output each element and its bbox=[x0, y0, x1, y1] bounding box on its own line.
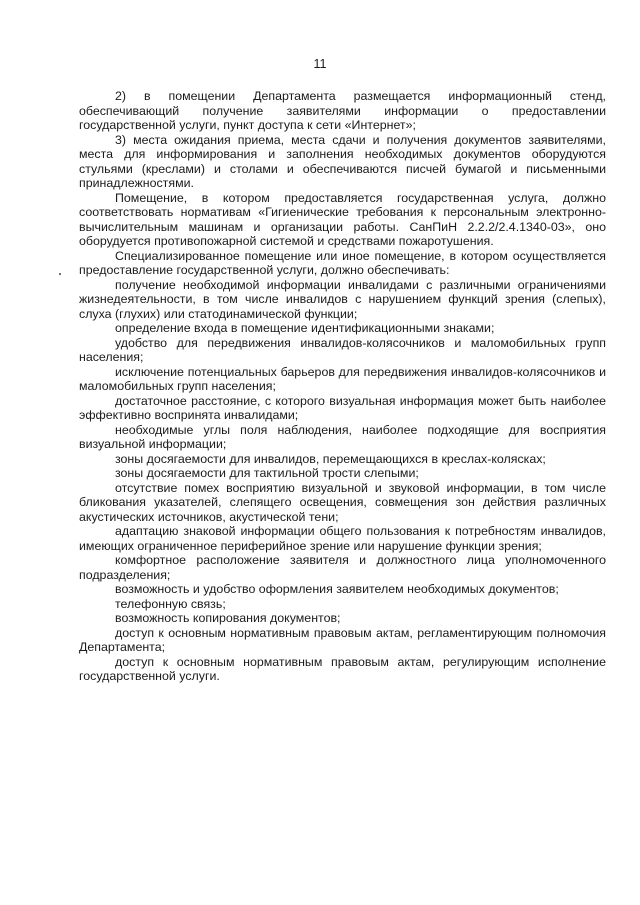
list-item-telephone: телефонную связь; bbox=[115, 596, 226, 611]
paragraph-special-premises: Специализированное помещение или иное помещение, в котором осуществляется предоставление государственной услуги, должно обеспечивать: bbox=[79, 248, 606, 277]
list-item-movement-convenience: удобство для передвижения инвалидов-колясочников и маломобильных групп населения; bbox=[79, 335, 606, 364]
list-item-reach-wheelchair: зоны досягаемости для инвалидов, перемещающихся в креслах-колясках; bbox=[115, 451, 546, 466]
list-item-comfortable-placement: комфортное расположение заявителя и должностного лица уполномоченного подразделения; bbox=[79, 553, 606, 582]
list-item-information: получение необходимой информации инвалидами с различными ограничениями жизнедеятельности, в том числе инвалидов с нарушением функций зрения (слепых), слуха (глухих) или статодинамической функции; bbox=[79, 277, 606, 321]
list-item-entrance: определение входа в помещение идентификационными знаками; bbox=[115, 321, 495, 335]
list-item-document-preparation: возможность и удобство оформления заявителем необходимых документов; bbox=[115, 582, 559, 596]
list-item-distance: достаточное расстояние, с которого визуальная информация может быть наиболее эффективно воспринята инвалидами; bbox=[79, 393, 606, 422]
list-item-acts-service: доступ к основным нормативным правовым актам, регулирующим исполнение государственной услуги. bbox=[79, 654, 606, 683]
paragraph-premises-norms: Помещение, в котором предоставляется государственная услуга, должно соответствовать нормативам «Гигиенические требования к персональным электронно-вычислительным машинам и организации работы. СанПиН 2.2.2/2.4.1340-03», оно оборудуется противопожарной системой и средствами пожаротушения. bbox=[79, 190, 606, 248]
scan-artifact bbox=[59, 273, 61, 275]
list-item-copying: возможность копирования документов; bbox=[115, 611, 341, 625]
paragraph-waiting-areas: 3) места ожидания приема, места сдачи и получения документов заявителями, места для информирования и заполнения необходимых документов оборудуются стульями (креслами) и столами и обеспечиваются писчей бумагой и письменными принадлежностями. bbox=[79, 132, 606, 190]
document-body bbox=[79, 89, 606, 684]
list-item-acts-department: доступ к основным нормативным правовым актам, регламентирующим полномочия Департамента; bbox=[79, 625, 606, 654]
list-item-barriers: исключение потенциальных барьеров для передвижения инвалидов-колясочников и маломобильных групп населения; bbox=[79, 364, 606, 393]
list-item-sign-adaptation: адаптацию знаковой информации общего пользования к потребностям инвалидов, имеющих ограниченное периферийное зрение или нарушение функции зрения; bbox=[79, 524, 606, 553]
list-item-reach-cane: зоны досягаемости для тактильной трости слепыми; bbox=[115, 466, 419, 480]
paragraph-stand: 2) в помещении Департамента размещается информационный стенд, обеспечивающий получение заявителями информации о предоставлении государственной услуги, пункт доступа к сети «Интернет»; bbox=[79, 89, 606, 132]
list-item-viewing-angles: необходимые углы поля наблюдения, наиболее подходящие для восприятия визуальной информации; bbox=[79, 422, 606, 451]
page-number: 11 bbox=[313, 57, 327, 71]
list-item-interference: отсутствие помех восприятию визуальной и звуковой информации, в том числе бликования указателей, слепящего освещения, совмещения зон действия различных акустических источников, акустической тени; bbox=[79, 480, 606, 524]
